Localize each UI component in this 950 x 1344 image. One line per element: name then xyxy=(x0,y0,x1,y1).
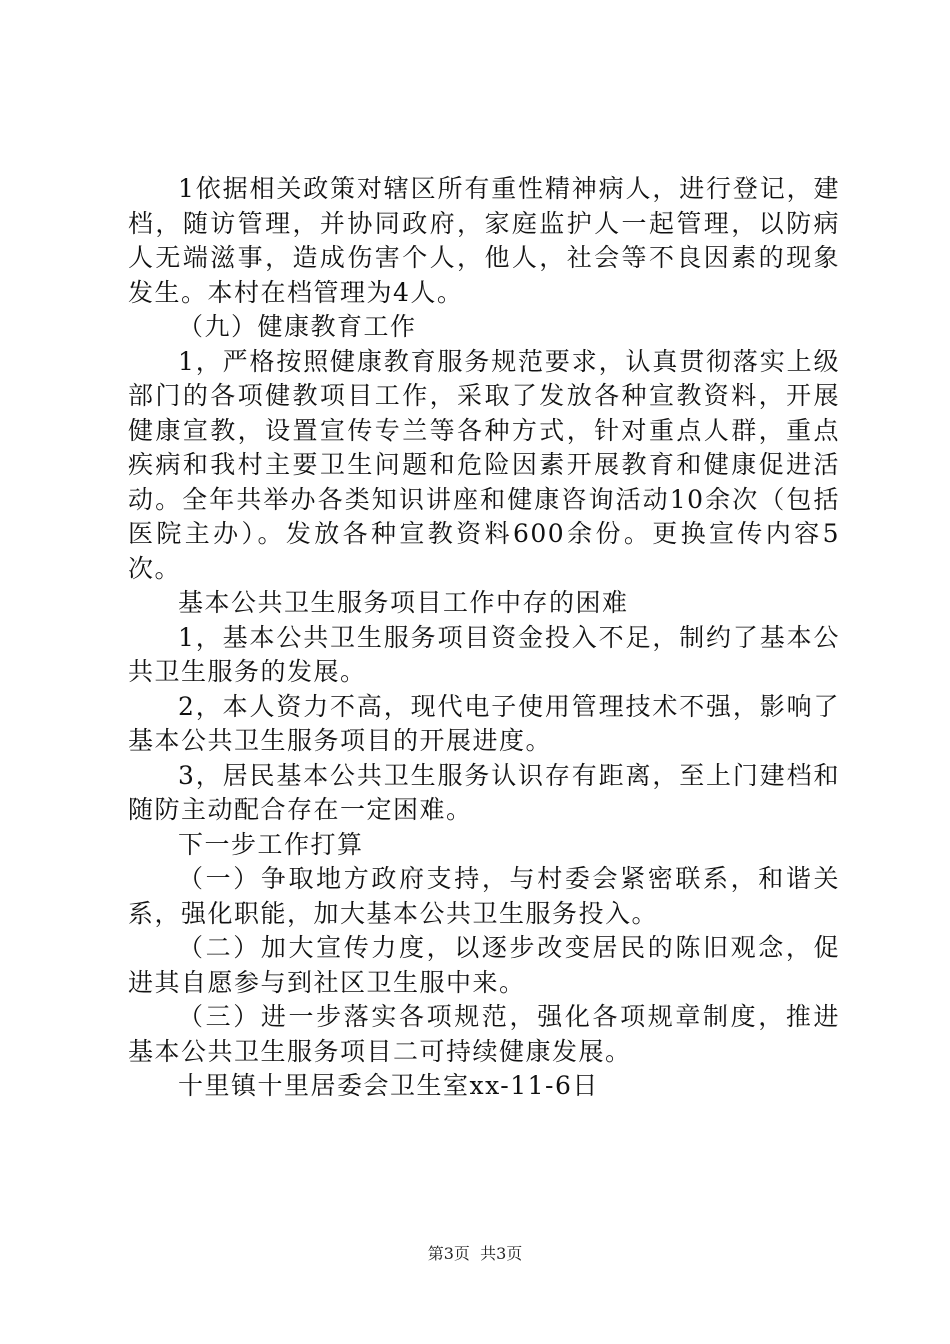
paragraph-difficulty-2: 2，本人资力不高，现代电子使用管理技术不强，影响了基本公共卫生服务项目的开展进度。 xyxy=(128,691,840,755)
paragraph-difficulty-3: 3，居民基本公共卫生服务认识存有距离，至上门建档和随防主动配合存在一定困难。 xyxy=(128,760,840,824)
section-heading-difficulties: 基本公共卫生服务项目工作中存的困难 xyxy=(178,588,629,617)
page-number-label: 第3页 共3页 xyxy=(427,1244,523,1263)
paragraph-mental-illness-management: 1依据相关政策对辖区所有重性精神病人，进行登记，建档，随访管理，并协同政府，家庭监护人一起管理，以防病人无端滋事，造成伤害个人，他人，社会等不良因素的现象发生。本村在档管理为4人。 xyxy=(128,174,840,307)
section-heading-health-education: （九）健康教育工作 xyxy=(178,312,417,341)
paragraph-plan-1: （一）争取地方政府支持，与村委会紧密联系，和谐关系，强化职能，加大基本公共卫生服务投入。 xyxy=(128,864,840,928)
paragraph-plan-2: （二）加大宣传力度，以逐步改变居民的陈旧观念，促进其自愿参与到社区卫生服中来。 xyxy=(128,933,840,997)
page-footer xyxy=(0,1244,950,1264)
signature-line: 十里镇十里居委会卫生室xx-11-6日 xyxy=(178,1071,599,1100)
document-body xyxy=(128,172,840,1104)
paragraph-difficulty-1: 1，基本公共卫生服务项目资金投入不足，制约了基本公共卫生服务的发展。 xyxy=(128,622,840,686)
paragraph-health-education: 1，严格按照健康教育服务规范要求，认真贯彻落实上级部门的各项健教项目工作，采取了发放各种宣教资料，开展健康宣教，设置宣传专兰等各种方式，针对重点人群，重点疾病和我村主要卫生问题和危险因素开展教育和健康促进活动。全年共举办各类知识讲座和健康咨询活动10余次（包括医院主办）。发放各种宣教资料600余份。更换宣传内容5次。 xyxy=(128,346,840,583)
section-heading-next-steps: 下一步工作打算 xyxy=(178,829,364,859)
paragraph-plan-3: （三）进一步落实各项规范，强化各项规章制度，推进基本公共卫生服务项目二可持续健康发展。 xyxy=(128,1002,840,1066)
